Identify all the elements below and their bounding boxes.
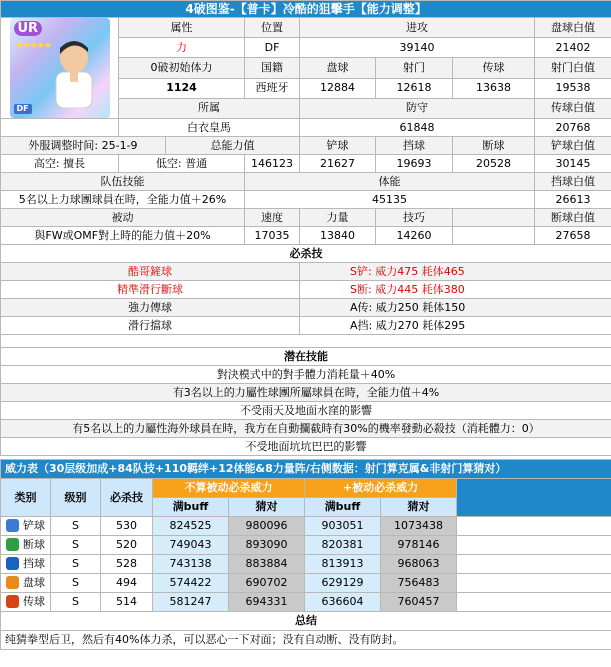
tackle-white-label: 铲球白值: [535, 137, 611, 155]
power-skill: 530: [101, 517, 153, 536]
intercept-white-value: 27658: [535, 227, 611, 245]
dribble-white-label: 盘球白值: [535, 18, 611, 38]
stamina-label: 0破初始体力: [119, 58, 245, 78]
stamina-value: 1124: [119, 78, 245, 98]
power-level: S: [51, 517, 101, 536]
attr-label: 属性: [119, 18, 245, 38]
high-ball-value: 高空: 擅長: [1, 155, 119, 173]
power-no-passive-full: 824525: [153, 517, 229, 536]
power-type: 传球: [1, 593, 51, 612]
passive-label: 被动: [1, 209, 245, 227]
block-label: 挡球: [376, 137, 453, 155]
group-no-passive: 不算被动必杀威力: [153, 479, 305, 498]
player-portrait-icon: [48, 38, 100, 108]
pass-value: 13638: [453, 78, 535, 98]
power-row: [1, 517, 611, 536]
power-type: 铲球: [1, 517, 51, 536]
col-level: 级别: [51, 479, 101, 517]
block-white-label: 挡球白值: [535, 173, 611, 191]
power-passive-full: 629129: [305, 574, 381, 593]
skill-type-icon: [6, 538, 19, 551]
col-full-buff: 满buff: [153, 498, 229, 517]
potential-skill-item: 有5名以上的力屬性海外球員在時，我方在自動攔截時有30%的機率發動必殺技（消耗體力：0）: [1, 420, 611, 438]
potential-skills-title: 潜在技能: [1, 348, 611, 366]
spacer-row: [1, 335, 611, 348]
row-filler: [457, 593, 611, 612]
power-no-passive-guess: 690702: [229, 574, 305, 593]
col-full-buff: 满buff: [305, 498, 381, 517]
club-value: 白衣皇馬: [119, 119, 300, 137]
power-no-passive-guess: 883884: [229, 555, 305, 574]
pass-label: 传球: [453, 58, 535, 78]
position-value: DF: [245, 38, 300, 58]
special-skill-name: 滑行擋球: [1, 317, 300, 335]
power-type: 断球: [1, 536, 51, 555]
power-value: 13840: [300, 227, 376, 245]
intercept-white-label: 断球白值: [535, 209, 611, 227]
special-skill-name: 強力傳球: [1, 299, 300, 317]
power-passive-full: 636604: [305, 593, 381, 612]
attr-value: 力: [119, 38, 245, 58]
physical-value: 45135: [245, 191, 535, 209]
block-value: 19693: [376, 155, 453, 173]
position-badge: DF: [14, 104, 32, 114]
power-no-passive-full: 581247: [153, 593, 229, 612]
row-filler: [457, 574, 611, 593]
total-value: 146123: [245, 155, 300, 173]
skill-type-icon: [6, 595, 19, 608]
dribble-white-value: 21402: [535, 38, 611, 58]
power-passive-guess: 1073438: [381, 517, 457, 536]
shoot-white-value: 19538: [535, 78, 611, 98]
pass-white-label: 传球白值: [535, 98, 611, 118]
technique-label: 技巧: [376, 209, 453, 227]
power-skill: 528: [101, 555, 153, 574]
intercept-label: 断球: [453, 137, 535, 155]
power-no-passive-full: 743138: [153, 555, 229, 574]
potential-skill-item: 不受雨天及地面水窪的影響: [1, 402, 611, 420]
power-type: 盘球: [1, 574, 51, 593]
power-table: [0, 459, 611, 650]
empty-cell: [453, 227, 535, 245]
header-filler: [457, 479, 611, 517]
row-filler: [457, 517, 611, 536]
special-skill-stats: S铲: 威力475 耗体465: [300, 263, 611, 281]
defense-label: 防守: [300, 98, 535, 118]
summary-text: 纯猜拳型后卫，然后有40%体力杀，可以恶心一下对面；没有自动断、没有防封。: [1, 631, 611, 650]
shoot-value: 12618: [376, 78, 453, 98]
club-label: 所属: [119, 98, 300, 118]
player-avatar: [10, 18, 110, 118]
team-skill-label: 队伍技能: [1, 173, 245, 191]
special-skills-title: 必杀技: [1, 245, 611, 263]
attack-value: 39140: [300, 38, 535, 58]
power-label: 力量: [300, 209, 376, 227]
power-passive-guess: 968063: [381, 555, 457, 574]
power-no-passive-guess: 694331: [229, 593, 305, 612]
col-skill: 必杀技: [101, 479, 153, 517]
power-skill: 520: [101, 536, 153, 555]
power-row: [1, 593, 611, 612]
power-no-passive-full: 574422: [153, 574, 229, 593]
skill-type-icon: [6, 519, 19, 532]
dribble-label: 盘球: [300, 58, 376, 78]
summary-title: 总结: [1, 612, 611, 631]
power-skill: 514: [101, 593, 153, 612]
power-level: S: [51, 574, 101, 593]
power-passive-full: 903051: [305, 517, 381, 536]
special-skill-stats: A挡: 威力270 耗体295: [300, 317, 611, 335]
defense-value: 61848: [300, 119, 535, 137]
power-level: S: [51, 555, 101, 574]
pass-white-value: 20768: [535, 119, 611, 137]
special-skill-name: 精準滑行斷球: [1, 281, 300, 299]
skill-type-icon: [6, 576, 19, 589]
nation-value: 西班牙: [245, 78, 300, 98]
power-table-header: 威力表（30层级加成+84队技+110羁绊+12体能&8力量阵/右侧数据：射门算克属&非射门算猜对）: [1, 460, 611, 479]
power-level: S: [51, 536, 101, 555]
card-avatar-cell: [1, 18, 119, 119]
passive-value: 與FW或OMF對上時的能力值＋20%: [1, 227, 245, 245]
page-title: 4破图鉴-【普卡】冷酷的狙擊手【能力调整】: [1, 1, 611, 18]
col-guess: 猜对: [381, 498, 457, 517]
col-type: 类别: [1, 479, 51, 517]
stars-icon: ★★★★★: [15, 41, 51, 51]
tackle-white-value: 30145: [535, 155, 611, 173]
potential-skill-item: 對決模式中的對手體力消耗量＋40%: [1, 366, 611, 384]
speed-label: 速度: [245, 209, 300, 227]
shoot-white-label: 射门白值: [535, 58, 611, 78]
power-rows: [1, 517, 611, 612]
power-passive-guess: 756483: [381, 574, 457, 593]
special-skill-row: [1, 299, 611, 317]
position-label: 位置: [245, 18, 300, 38]
power-skill: 494: [101, 574, 153, 593]
power-no-passive-guess: 980096: [229, 517, 305, 536]
technique-value: 14260: [376, 227, 453, 245]
team-skill-value: 5名以上力球團球員在時，全能力值＋26%: [1, 191, 245, 209]
total-label: 总能力值: [166, 137, 300, 155]
special-skill-row: [1, 317, 611, 335]
potential-skill-item: 有3名以上的力屬性球團所屬球員在時，全能力值＋4%: [1, 384, 611, 402]
row-filler: [457, 555, 611, 574]
special-skill-stats: A传: 威力250 耗体150: [300, 299, 611, 317]
special-skill-name: 酷哥鏟球: [1, 263, 300, 281]
power-row: [1, 574, 611, 593]
power-row: [1, 536, 611, 555]
power-type: 挡球: [1, 555, 51, 574]
power-level: S: [51, 593, 101, 612]
special-skill-row: [1, 263, 611, 281]
nation-label: 国籍: [245, 58, 300, 78]
tackle-label: 铲球: [300, 137, 376, 155]
group-with-passive: +被动必杀威力: [305, 479, 457, 498]
block-white-value: 26613: [535, 191, 611, 209]
shoot-label: 射门: [376, 58, 453, 78]
empty-cell: [453, 209, 535, 227]
physical-label: 体能: [245, 173, 535, 191]
power-no-passive-guess: 893090: [229, 536, 305, 555]
power-passive-guess: 760457: [381, 593, 457, 612]
power-row: [1, 555, 611, 574]
adjust-date: 外服调整时间: 25-1-9: [1, 137, 166, 155]
skill-type-icon: [6, 557, 19, 570]
power-passive-full: 820381: [305, 536, 381, 555]
tackle-value: 21627: [300, 155, 376, 173]
potential-skill-item: 不受地面坑坑巴巴的影響: [1, 438, 611, 456]
avatar-spacer: [1, 119, 119, 137]
power-passive-full: 813913: [305, 555, 381, 574]
special-skill-row: [1, 281, 611, 299]
special-skill-stats: S断: 威力445 耗体380: [300, 281, 611, 299]
col-guess: 猜对: [229, 498, 305, 517]
low-ball-value: 低空: 普通: [119, 155, 245, 173]
speed-value: 17035: [245, 227, 300, 245]
intercept-value: 20528: [453, 155, 535, 173]
row-filler: [457, 536, 611, 555]
attack-label: 进攻: [300, 18, 535, 38]
rarity-badge: UR: [14, 21, 43, 36]
power-no-passive-full: 749043: [153, 536, 229, 555]
power-passive-guess: 978146: [381, 536, 457, 555]
dribble-value: 12884: [300, 78, 376, 98]
